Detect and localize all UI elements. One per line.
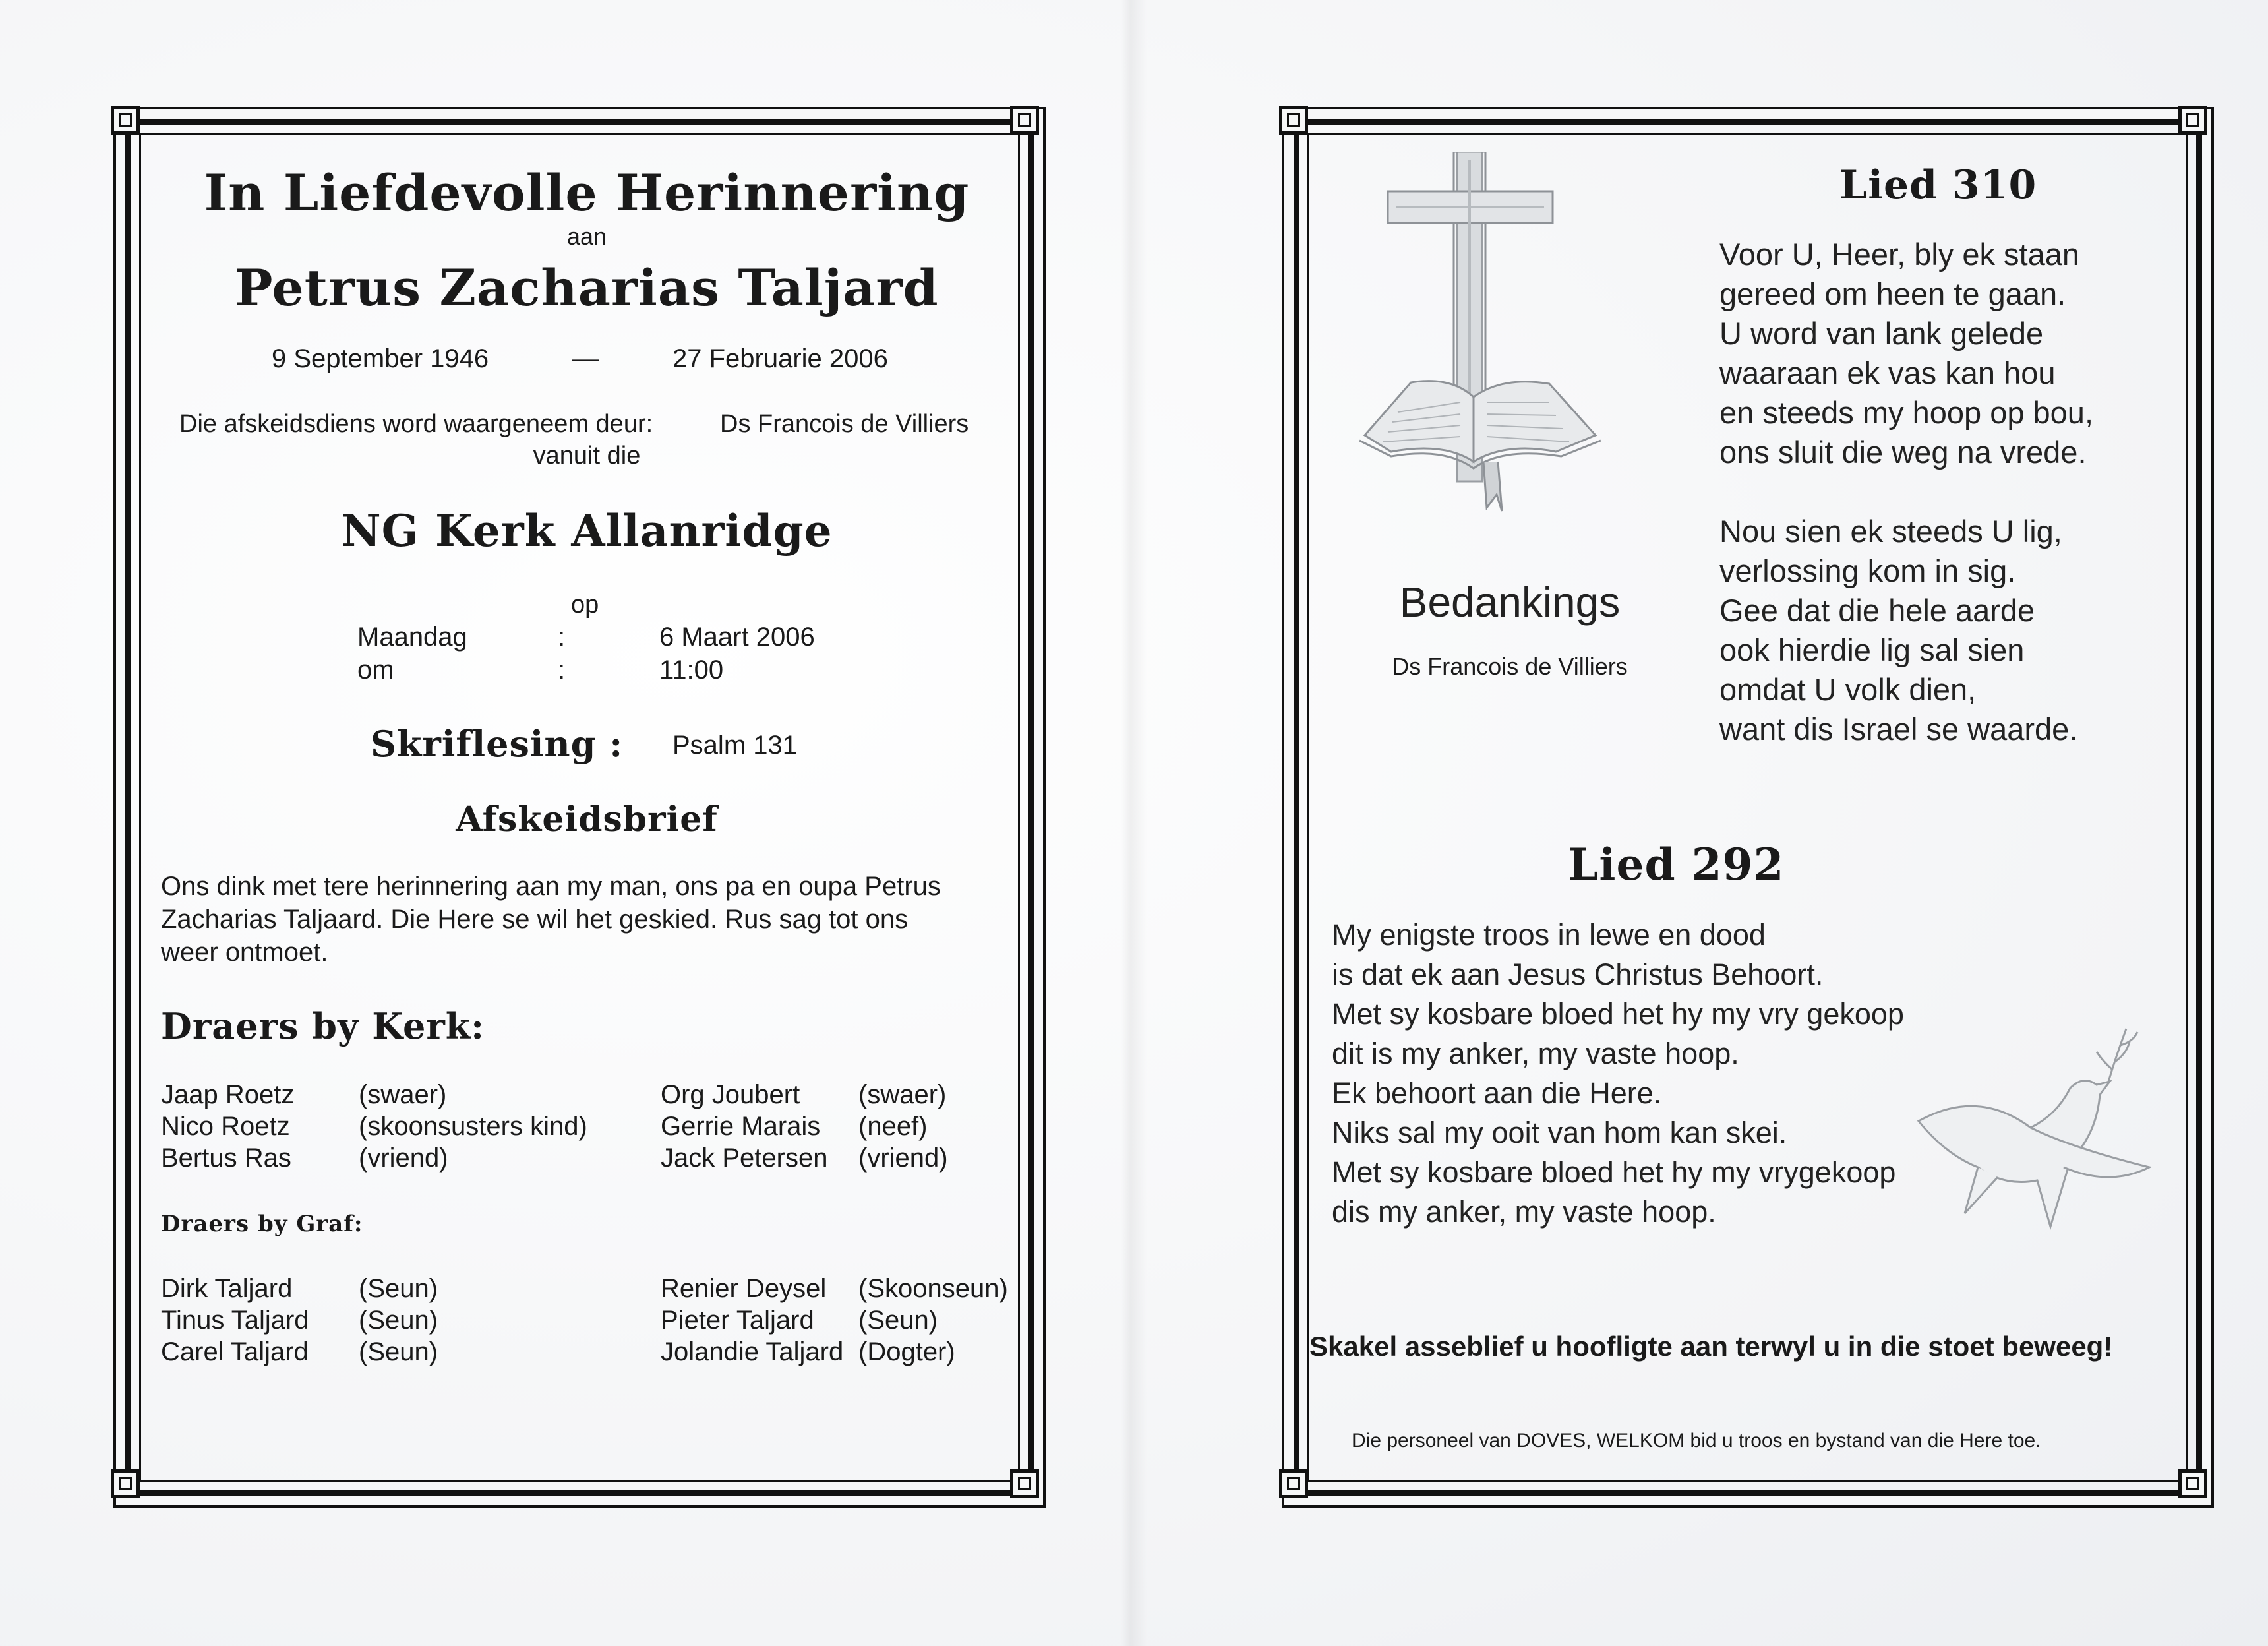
lyric-line: Niks sal my ooit van hom kan skei. [1332,1116,1787,1149]
lyric-line: ons sluit die weg na vrede. [1719,435,2087,470]
lyric-line: want dis Israel se waarde. [1719,712,2078,747]
lyric-line: Met sy kosbare bloed het hy my vrygekoop [1332,1155,1896,1189]
date-dash: — [572,344,599,373]
bearer-relation: (Seun) [858,1306,938,1335]
reading-value: Psalm 131 [672,731,797,760]
bearer-name: Jolandie Taljard [661,1337,844,1366]
bearer-name: Tinus Taljard [161,1306,309,1335]
bearer-relation: (swaer) [858,1080,947,1109]
deceased-name: Petrus Zacharias Taljard [235,259,939,317]
bearer-relation: (Seun) [359,1337,438,1366]
lyric-line: waaraan ek vas kan hou [1719,355,2056,390]
service-time: 11:00 [659,655,724,685]
hymn-310-title: Lied 310 [1839,162,2037,208]
bearer-relation: (Dogter) [858,1337,955,1366]
bearer-name: Carel Taljard [161,1337,309,1366]
bearer-name: Jaap Roetz [161,1080,295,1109]
vanuit-text: vanuit die [533,442,641,470]
corner-ornament [1279,106,1308,135]
bearer-relation: (vriend) [359,1143,448,1173]
time-label: om [357,655,394,685]
lyric-line: gereed om heen te gaan. [1719,276,2066,311]
birth-date: 9 September 1946 [272,344,489,373]
thanks-name: Ds Francois de Villiers [1392,653,1628,680]
lyric-line: ook hierdie lig sal sien [1719,632,2025,667]
reading-label: Skriflesing : [371,723,624,765]
day-label: Maandag [357,623,467,652]
bearers-church-title: Draers by Kerk: [161,1005,485,1047]
bearer-relation: (skoonsusters kind) [359,1112,587,1141]
bearer-relation: (swaer) [359,1080,447,1109]
lyric-line: Met sy kosbare bloed het hy my vry gekoop [1332,997,1904,1031]
lyric-line: en steeds my hoop op bou, [1719,395,2094,430]
lyric-line: omdat U volk dien, [1719,672,1977,707]
corner-ornament [1010,106,1039,135]
bearer-name: Jack Petersen [661,1143,828,1173]
lyric-line: Nou sien ek steeds U lig, [1719,514,2062,549]
bearer-name: Gerrie Marais [661,1112,821,1141]
cross-and-bible-illustration [1352,152,1615,521]
hymn-292-title: Lied 292 [1568,839,1785,890]
bearer-relation: (Skoonseun) [858,1274,1008,1303]
lyric-line: verlossing kom in sig. [1719,553,2016,588]
bearer-name: Renier Deysel [661,1274,827,1303]
lyric-line: is dat ek aan Jesus Christus Behoort. [1332,958,1824,991]
bearer-relation: (vriend) [858,1143,948,1173]
lyric-line: My enigste troos in lewe en dood [1332,918,1766,952]
service-by-name: Ds Francois de Villiers [720,410,969,438]
bearer-name: Org Joubert [661,1080,800,1109]
day-colon: : [558,623,566,652]
letter-title: Afskeidsbrief [456,799,718,839]
bearer-relation: (Seun) [359,1306,438,1335]
lyric-line: dit is my anker, my vaste hoop. [1332,1037,1739,1070]
bearer-name: Nico Roetz [161,1112,290,1141]
letter-line: Zacharias Taljaard. Die Here se wil het geskied. Rus sag tot ons [161,905,909,934]
service-by-label: Die afskeidsdiens word waargeneem deur: [179,410,653,438]
lyric-line: dis my anker, my vaste hoop. [1332,1195,1716,1229]
lyric-line: Ek behoort aan die Here. [1332,1076,1662,1110]
bearers-grave-title: Draers by Graf: [161,1211,363,1237]
lyric-line: U word van lank gelede [1719,316,2044,351]
letter-line: Ons dink met tere herinnering aan my man, ons pa en oupa Petrus [161,872,941,901]
bearer-relation: (neef) [858,1112,928,1141]
service-date: 6 Maart 2006 [659,623,815,652]
lyric-line: Gee dat die hele aarde [1719,593,2035,628]
funeral-home-footer: Die personeel van DOVES, WELKOM bid u troos en bystand van die Here toe. [1352,1430,2041,1451]
lyric-line: Voor U, Heer, bly ek staan [1719,237,2080,272]
corner-ornament [2178,1469,2207,1498]
dove-icon [1899,1016,2163,1253]
death-date: 27 Februarie 2006 [672,344,888,373]
bearer-name: Dirk Taljard [161,1274,293,1303]
corner-ornament [1279,1469,1308,1498]
corner-ornament [111,106,140,135]
church-name: NG Kerk Allanridge [341,505,833,557]
letter-line: weer ontmoet. [161,938,328,967]
thanks-title: Bedankings [1399,578,1621,626]
corner-ornament [2178,106,2207,135]
corner-ornament [111,1469,140,1498]
corner-ornament [1010,1469,1039,1498]
op-text: op [571,591,599,619]
bearer-name: Bertus Ras [161,1143,291,1173]
open-bible-icon [1359,381,1601,511]
time-colon: : [558,655,566,685]
aan-text: aan [566,223,607,250]
bearer-name: Pieter Taljard [661,1306,814,1335]
bearer-relation: (Seun) [359,1274,438,1303]
memorial-heading: In Liefdevolle Herinnering [204,164,970,222]
headlights-notice: Skakel asseblief u hoofligte aan terwyl u in die stoet beweeg! [1309,1331,2113,1362]
